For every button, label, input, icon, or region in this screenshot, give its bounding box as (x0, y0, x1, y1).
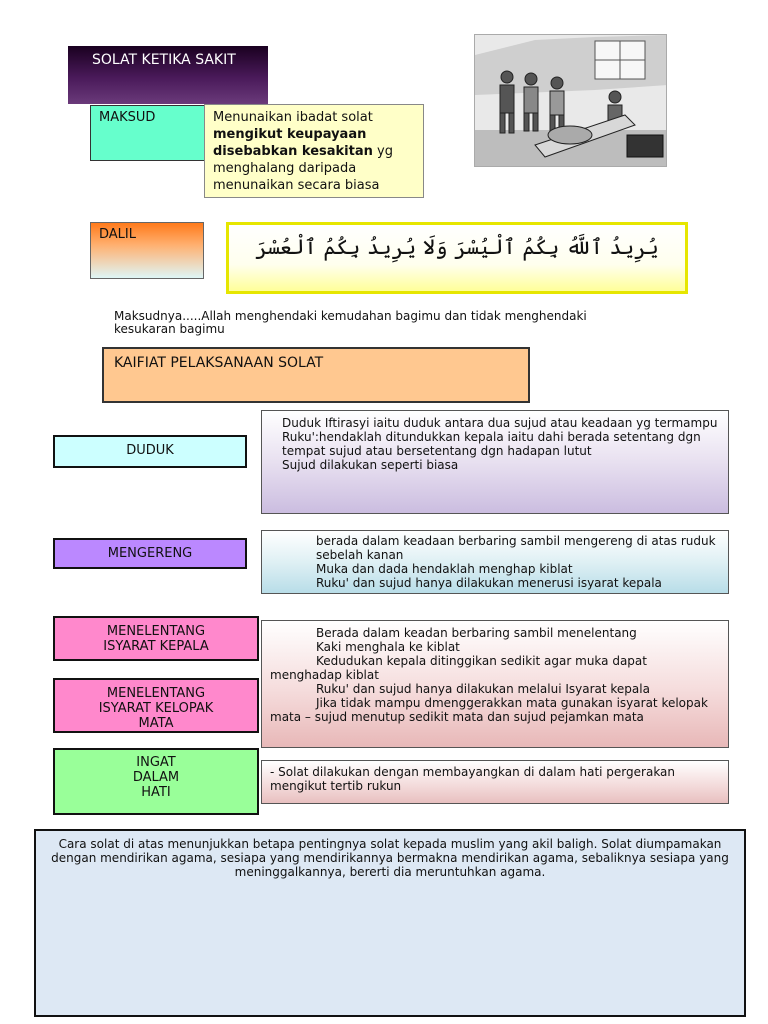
duduk-line-3: Sujud dilakukan seperti biasa (282, 458, 459, 472)
ingat-label-line-2: DALAM (132, 770, 180, 785)
duduk-line-2: Ruku':hendaklah ditundukkan kepala iaitu dahi berada setentang dgn tempat sujud atau bersetentang dgn hadapan lutut (282, 430, 701, 458)
conclusion-paragraph: Cara solat di atas menunjukkan betapa pentingnya solat kepada muslim yang akil baligh. Solat diumpamakan dengan mendirikan agama, sesiapa yang mendirikannya bermakna mendirikan agama, sebaliknya sesiapa yang meninggalkannya, bererti dia meruntuhkan agama. (34, 829, 746, 1017)
maksud-definition (204, 104, 424, 198)
ingat-description: - Solat dilakukan dengan membayangkan di dalam hati pergerakan mengikut tertib rukun (261, 760, 729, 804)
duduk-description (261, 410, 729, 514)
position-label-duduk: DUDUK (53, 435, 247, 468)
verse-translation: Maksudnya.....Allah menghendaki kemudahan bagimu dan tidak menghendaki kesukaran bagimu (114, 309, 587, 336)
maksud-text-post: yg menghalang daripada menunaikan secara biasa (213, 144, 393, 193)
mkm-label-line-1: MENELENTANG (106, 686, 206, 701)
maksud-text-bold: mengikut keupayaan disebabkan kesakitan (213, 127, 373, 159)
mengereng-line-2: Muka dan dada hendaklah menghap kiblat (316, 562, 573, 576)
page-title: SOLAT KETIKA SAKIT (68, 46, 268, 104)
duduk-line-1: Duduk Iftirasyi iaitu duduk antara dua sujud atau keadaan yg termampu (282, 416, 718, 430)
menelentang-line-4: Ruku' dan sujud hanya dilakukan melalui Isyarat kepala (316, 682, 650, 696)
maksud-label: MAKSUD (90, 105, 205, 161)
mkm-label-line-3: MATA (138, 716, 174, 731)
mk-label-line-2: ISYARAT KEPALA (103, 639, 209, 654)
ingat-label-line-1: INGAT (136, 755, 176, 770)
quran-verse: يُرِيدُ ٱللَّهُ بِكُمُ ٱلْيُسْرَ وَلَا يُرِيدُ بِكُمُ ٱلْعُسْرَ (226, 222, 688, 294)
position-label-mengereng: MENGERENG (53, 538, 247, 569)
menelentang-line-5: Jika tidak mampu dmenggerakkan mata gunakan isyarat kelopak mata – sujud menutup sedikit mata dan sujud pejamkan mata (270, 696, 708, 724)
position-label-menelentang-isyarat-kelopak-mata (53, 678, 259, 733)
menelentang-line-3: Kedudukan kepala ditinggikan sedikit agar muka dapat menghadap kiblat (270, 654, 647, 682)
menelentang-line-2: Kaki menghala ke kiblat (316, 640, 460, 654)
position-label-ingat-dalam-hati (53, 748, 259, 815)
menelentang-description (261, 620, 729, 748)
mkm-label-line-2: ISYARAT KELOPAK (98, 701, 214, 716)
mengereng-line-3: Ruku' dan sujud hanya dilakukan menerusi isyarat kepala (316, 576, 662, 590)
ingat-label-line-3: HATI (141, 785, 171, 800)
position-label-menelentang-isyarat-kepala (53, 616, 259, 661)
section-heading-kaifiat: KAIFIAT PELAKSANAAN SOLAT (102, 347, 530, 403)
menelentang-line-1: Berada dalam keadan berbaring sambil menelentang (316, 626, 637, 640)
illustration-sick-patient-stretcher (474, 34, 667, 167)
dalil-label: DALIL (90, 222, 204, 279)
mengereng-description (261, 530, 729, 594)
mengereng-line-1: berada dalam keadaan berbaring sambil mengereng di atas ruduk sebelah kanan (316, 534, 716, 562)
mk-label-line-1: MENELENTANG (106, 624, 206, 639)
maksud-text-pre: Menunaikan ibadat solat (213, 110, 373, 125)
